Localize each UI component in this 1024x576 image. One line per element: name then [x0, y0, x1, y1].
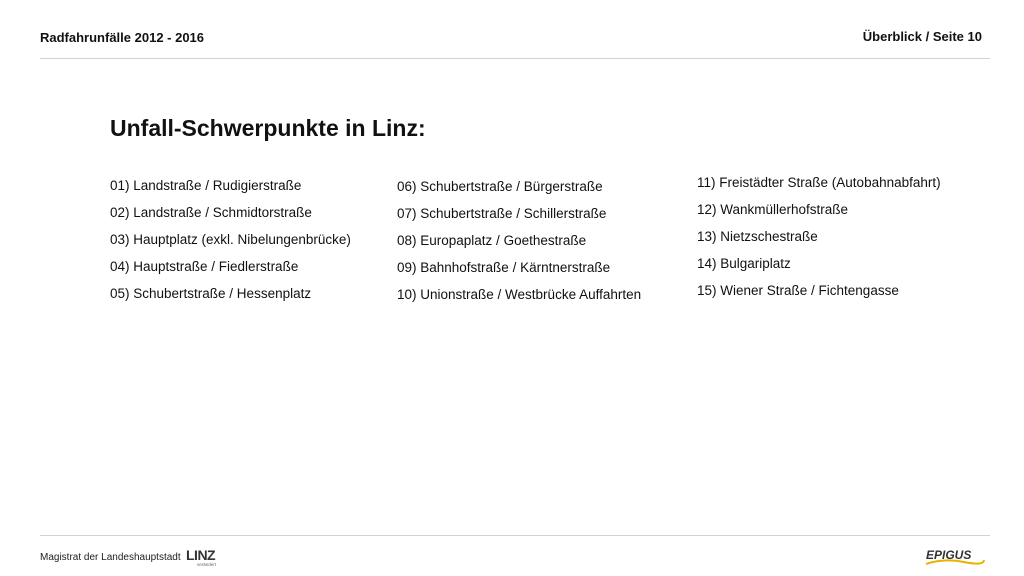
epigus-logo-text: EPIGUS: [926, 548, 972, 562]
list-item: 10) Unionstraße / Westbrücke Auffahrten: [397, 287, 642, 302]
linz-logo-subtext: verändert: [196, 562, 216, 567]
hotspot-list-column-1: [110, 177, 351, 312]
organization-name: Magistrat der Landeshauptstadt: [40, 551, 181, 563]
page-indicator: Überblick / Seite 10: [862, 29, 982, 44]
list-item: 04) Hauptstraße / Fiedlerstraße: [110, 259, 299, 274]
list-item: 08) Europaplatz / Goethestraße: [397, 233, 587, 248]
list-item: 01) Landstraße / Rudigierstraße: [110, 178, 302, 193]
linz-logo: [185, 547, 221, 567]
hotspot-list-column-2: [397, 178, 641, 313]
footer-divider: [40, 535, 990, 536]
epigus-logo: [924, 545, 986, 567]
list-item: 06) Schubertstraße / Bürgerstraße: [397, 179, 603, 194]
header-divider: [40, 58, 990, 59]
list-item: 15) Wiener Straße / Fichtengasse: [697, 283, 899, 298]
list-item: 13) Nietzschestraße: [697, 229, 818, 244]
list-item: 12) Wankmüllerhofstraße: [697, 202, 849, 217]
hotspot-list-column-3: [697, 174, 941, 309]
list-item: 14) Bulgariplatz: [697, 256, 791, 271]
list-item: 05) Schubertstraße / Hessenplatz: [110, 286, 312, 301]
list-item: 11) Freistädter Straße (Autobahnabfahrt): [697, 175, 941, 190]
footer-organization: [40, 547, 221, 567]
linz-logo-text: LINZ: [185, 547, 215, 563]
list-item: 09) Bahnhofstraße / Kärntnerstraße: [397, 260, 611, 275]
list-item: 02) Landstraße / Schmidtorstraße: [110, 205, 312, 220]
list-item: 07) Schubertstraße / Schillerstraße: [397, 206, 607, 221]
list-item: 03) Hauptplatz (exkl. Nibelungenbrücke): [110, 232, 351, 247]
page-title: Unfall-Schwerpunkte in Linz:: [110, 115, 426, 141]
header-title: Radfahrunfälle 2012 - 2016: [40, 30, 205, 45]
